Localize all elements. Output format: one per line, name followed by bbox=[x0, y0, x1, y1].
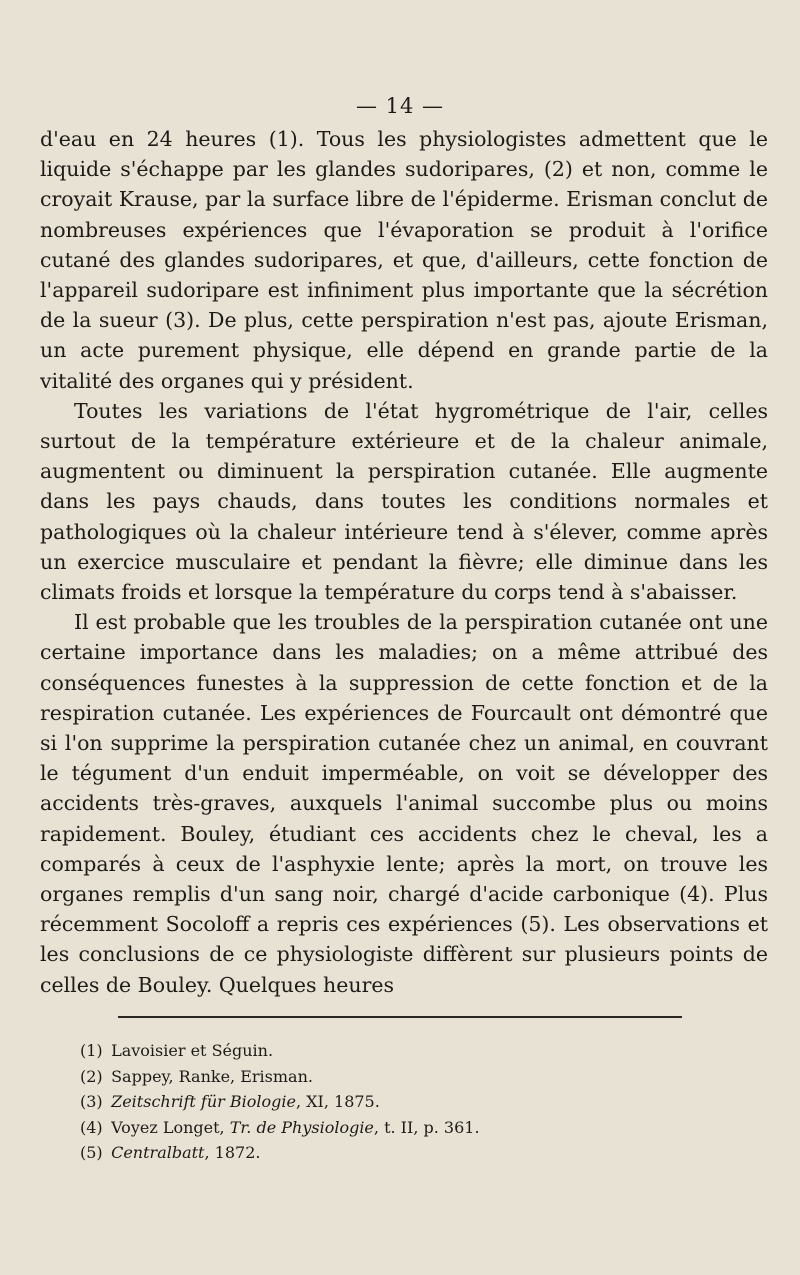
footnote-number: (1) bbox=[80, 1041, 103, 1060]
footnote-number: (4) bbox=[80, 1117, 103, 1137]
footnote-citation: , XI, 1875. bbox=[295, 1092, 380, 1111]
paragraph: d'eau en 24 heures (1). Tous les physiologistes admettent que le liquide s'échappe par les glandes sudoripares, (2) et non, comme le croyait Krause, par la surface libre de l'épiderme. Erisman conclut de nombreuses expériences que l'évaporation se produit à l'orifice cutané des glandes sudoripares, et que, d'ailleurs, cette fonction de l'appareil sudoripare est infiniment plus importante que la sécrétion de la sueur (3). De plus, cette perspiration n'est pas, ajoute Erisman, un acte purement physique, elle dépend en grande partie de la vitalité des organes qui y président. bbox=[40, 127, 768, 393]
footnote-divider bbox=[118, 1016, 682, 1018]
footnote-citation: , 1872. bbox=[204, 1143, 261, 1162]
footnote bbox=[80, 1140, 700, 1166]
footnote-book-title: Tr. de Physiologie bbox=[229, 1117, 374, 1137]
footnote-citation: , t. II, p. 361. bbox=[373, 1117, 480, 1137]
footnote-text: Sappey, Ranke, Erisman. bbox=[111, 1066, 313, 1086]
footnote bbox=[80, 1115, 700, 1141]
paragraph: Toutes les variations de l'état hygrométrique de l'air, celles surtout de la température extérieure et de la chaleur animale, augmentent ou diminuent la perspiration cutanée. Elle augmente dans les pays chauds, dans toutes les conditions normales et pathologiques où la chaleur intérieure tend à s'élever, comme après un exercice musculaire et pendant la fièvre; elle diminue dans les climats froids et lorsque la température du corps tend à s'abaisser. bbox=[40, 398, 768, 605]
footnote bbox=[80, 1089, 700, 1115]
footnote-journal-title: Centralbatt bbox=[111, 1143, 205, 1162]
footnotes-list bbox=[80, 1038, 700, 1166]
body-text bbox=[40, 124, 768, 1000]
footnote-number: (2) bbox=[80, 1066, 103, 1086]
page-number-header: — 14 — bbox=[355, 94, 445, 118]
footnote-text: Lavoisier et Séguin. bbox=[111, 1041, 274, 1060]
footnote-journal-title: Zeitschrift für Biologie bbox=[111, 1092, 296, 1111]
footnote-number: (3) bbox=[80, 1092, 103, 1111]
footnote-number: (5) bbox=[80, 1143, 103, 1162]
footnote bbox=[80, 1038, 700, 1064]
paragraph: Il est probable que les troubles de la perspiration cutanée ont une certaine importance dans les maladies; on a même attribué des conséquences funestes à la suppression de cette fonction et de la respiration cutanée. Les expériences de Fourcault ont démontré que si l'on supprime la perspiration cutanée chez un animal, en couvrant le tégument d'un enduit imperméable, on voit se développer des accidents très-graves, auxquels l'animal succombe plus ou moins rapidement. Bouley, étudiant ces accidents chez le cheval, les a comparés à ceux de l'asphyxie lente; après la mort, on trouve les organes remplis d'un sang noir, chargé d'acide carbonique (4). Plus récemment Socoloff a repris ces expériences (5). Les observations et les conclusions de ce physiologiste diffèrent sur plusieurs points de celles de Bouley. Quelques heures bbox=[40, 610, 768, 997]
footnote-prefix: Voyez Longet, bbox=[111, 1117, 230, 1137]
footnote bbox=[80, 1064, 700, 1090]
